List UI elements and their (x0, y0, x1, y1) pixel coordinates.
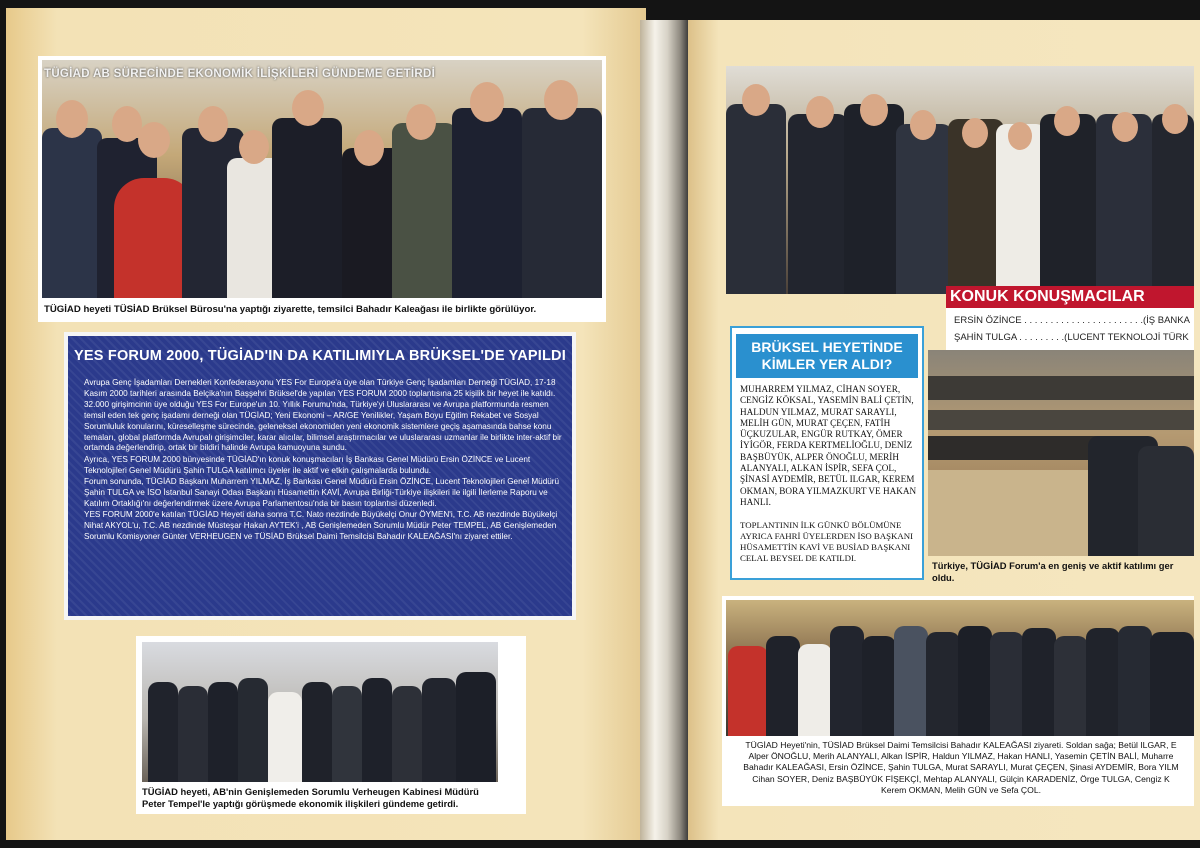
photo1-caption: TÜGİAD heyeti TÜSİAD Brüksel Bürosu'na yaptığı ziyarette, temsilci Bahadır Kaleağası ile birlikte görülüyor. (44, 304, 537, 315)
bottom-caption-line: Alper ÖNOĞLU, Merih ALANYALI, Alkan İSPİR, Haldun YILMAZ, Hakan HANLI, Yasemin ÇETİN BALİ, Muharre (748, 751, 1174, 762)
guest-speaker-item: ŞAHİN TULGA . . . . . . . . .(LUCENT TEKNOLOJİ TÜRK (954, 332, 1189, 343)
photo2-caption-line: Peter Tempel'le yaptığı görüşmede ekonomik ilişkileri gündeme getirdi. (142, 797, 459, 809)
guest-speakers-list (946, 308, 1194, 350)
article-paragraph: Ayrıca, YES FORUM 2000 bünyesinde TÜGİAD'ın konuk konuşmacıları İş Bankası Genel Müdürü Ersin ÖZİNCE ve Lucent Teknolojileri Genel Müdürü Şahin TULGA katılımcı üyeler ile aktif ve etkin çalışmalarda bulundu. (84, 454, 531, 475)
delegation-names: MUHARREM YILMAZ, CİHAN SOYER, CENGİZ KÖKSAL, YASEMİN BALİ ÇETİN, HALDUN YILMAZ, MURAT SARAYLI, MELİH GÜN, MURAT ÇEÇEN, FATİH ÜÇKUZULAR, ENGÜR RUTKAY, ÖMER İYİGÖR, FERDA KERTMELİOĞLU, DENİZ BAŞBÜYÜK, ALPER ÖNOĞLU, MERİH ALANYALI, ALKAN İSPİR, SEFA ÇOL, ŞİNASİ AYDEMİR, BETÜL ILGAR, KEREM OKMAN, BORA YILMAZKURT VE HAKAN HANLI. (740, 384, 917, 507)
bottom-caption-line: TÜGİAD Heyeti'nin, TÜSİAD Brüksel Daimi Temsilcisi Bahadır KALEAĞASI ziyareti. Soldan sağa; Betül ILGAR, E (745, 740, 1177, 750)
guest-speakers-title: KONUK KONUŞMACILAR (946, 286, 1194, 308)
guest-speaker-item: ERSİN ÖZİNCE . . . . . . . . . . . . . . . . . . . . . . .(İŞ BANKA (954, 315, 1190, 326)
forum-hall-photo (928, 350, 1194, 556)
article-paragraph: 32.000 girişimcinin üye olduğu YES For Europe'un 10. Yıllık Forumu'nda, Türkiye'yi Uluslararası ve Avrupa platformunda resmen temsil eden tek genç işadamı derneği olan TÜGİAD; Yeni Ekonomi – AR/GE Yenilikler, Yaşam Boyu Eğitim Rekabet ve Sosyal Sorumluluk konularını, küreselleşme sürecinde, geleneksel ekonomiden yeni ekonomik sistemlere geçiş aşamasında bahse konu temaları, global platformda Avrupalı girişimciler, karar alıcılar, bilimsel araştırmacılar ve uluslararası uzmanlar ile birlikte inter-aktif bir ortamda değerlendirip, ortak bir bildiri halinde Avrupa kamuoyuna sundu. (84, 400, 562, 453)
header-strip: TÜGİAD AB SÜRECİNDE EKONOMİK İLİŞKİLERİ GÜNDEME GETİRDİ (44, 68, 436, 80)
article-paragraph: Forum sonunda, TÜGİAD Başkanı Muharrem YILMAZ, İş Bankası Genel Müdürü Ersin ÖZİNCE, Lucent Teknolojileri Genel Müdürü Şahin TULGA ve İSO İstanbul Sanayi Odası Başkanı Hüsamettin KAVİ, Avrupa Birliği-Türkiye ilişkileri ile ilgili İlerleme Raporu ve Katılım Ortaklığı'nı değerlendirmek üzere Avrupa Parlamentosu'nda bir basın toplantısi düzenledi. (84, 477, 560, 508)
article-title: YES FORUM 2000, TÜGİAD'IN DA KATILIMIYLA BRÜKSEL'DE YAPILDI (74, 348, 566, 364)
delegation-note: TOPLANTININ İLK GÜNKÜ BÖLÜMÜNE AYRICA FAHRİ ÜYELERDEN İSO BAŞKANI HÜSAMETTİN KAVİ VE BUSİAD BAŞKANI CELAL BEYSEL DE KATILDI. (740, 520, 914, 563)
group-photo-kaleagasi-visit (726, 600, 1194, 736)
forum-caption (932, 560, 1173, 583)
bottom-caption-line: Bahadır KALEAĞASI, Ersin ÖZİNCE, Şahin TULGA, Murat SARAYLI, Murat ÇEÇEN, Şinasi AYDEMİR, Bora YILM (743, 762, 1179, 773)
article-body (84, 378, 562, 544)
forum-caption-line: Türkiye, TÜGİAD Forum'a en geniş ve aktif katılımı ger (932, 560, 1174, 571)
yes-forum-article (64, 332, 576, 620)
photo2-caption-line: TÜGİAD heyeti, AB'nin Genişlemeden Sorumlu Verheugen Kabinesi Müdürü (142, 786, 479, 797)
forum-caption-line: oldu. (932, 571, 955, 583)
book-gutter (640, 20, 690, 840)
group-photo-conference (726, 66, 1194, 294)
delegation-box-title (736, 334, 918, 378)
delegation-title-line: KİMLER YER ALDI? (761, 356, 893, 372)
photo2-caption (142, 786, 479, 809)
article-paragraph: Avrupa Genç İşadamları Dernekleri Konfederasyonu YES For Europe'a üye olan Türkiye Genç İşadamları Derneği TÜGİAD, 17-18 Kasım 2000 tarihleri arasında Belçika'nın Başşehri Brüksel'de yapılan YES FORUM 2000 toplantısına 25 kişilik bir heyet ile katıldı. (84, 378, 556, 398)
group-photo-tusiad-office (42, 60, 602, 298)
bottom-caption-line: Kerem OKMAN, Melih GÜN ve Sefa ÇOL. (881, 784, 1041, 795)
article-paragraph: YES FORUM 2000'e katılan TÜGİAD Heyeti daha sonra T.C. Nato nezdinde Büyükelçi Onur ÖYMEN'i, T.C. AB nezdinde Büyükelçi Nihat AKYOL'u, T.C. AB nezdinde Müsteşar Hakan AYTEK'i , AB Genişlemeden Sorumlu Müdür Peter TEMPEL, AB Genişlemeden Sorumlu Komisyoner Günter VERHEUGEN ve TÜSİAD Brüksel Daimi Temsilcisi Bahadır KALEAĞASI'nı ziyaret ettiler. (84, 510, 558, 541)
delegation-box (730, 326, 924, 580)
bottom-caption (728, 740, 1194, 796)
delegation-title-line: BRÜKSEL HEYETİNDE (751, 339, 903, 355)
group-photo-tempel-meeting (142, 642, 498, 782)
bottom-caption-line: Cihan SOYER, Deniz BAŞBÜYÜK FİŞEKÇİ, Mehtap ALANYALI, Gülçin KARADENİZ, Örge TULGA, Cengiz K (752, 773, 1170, 784)
